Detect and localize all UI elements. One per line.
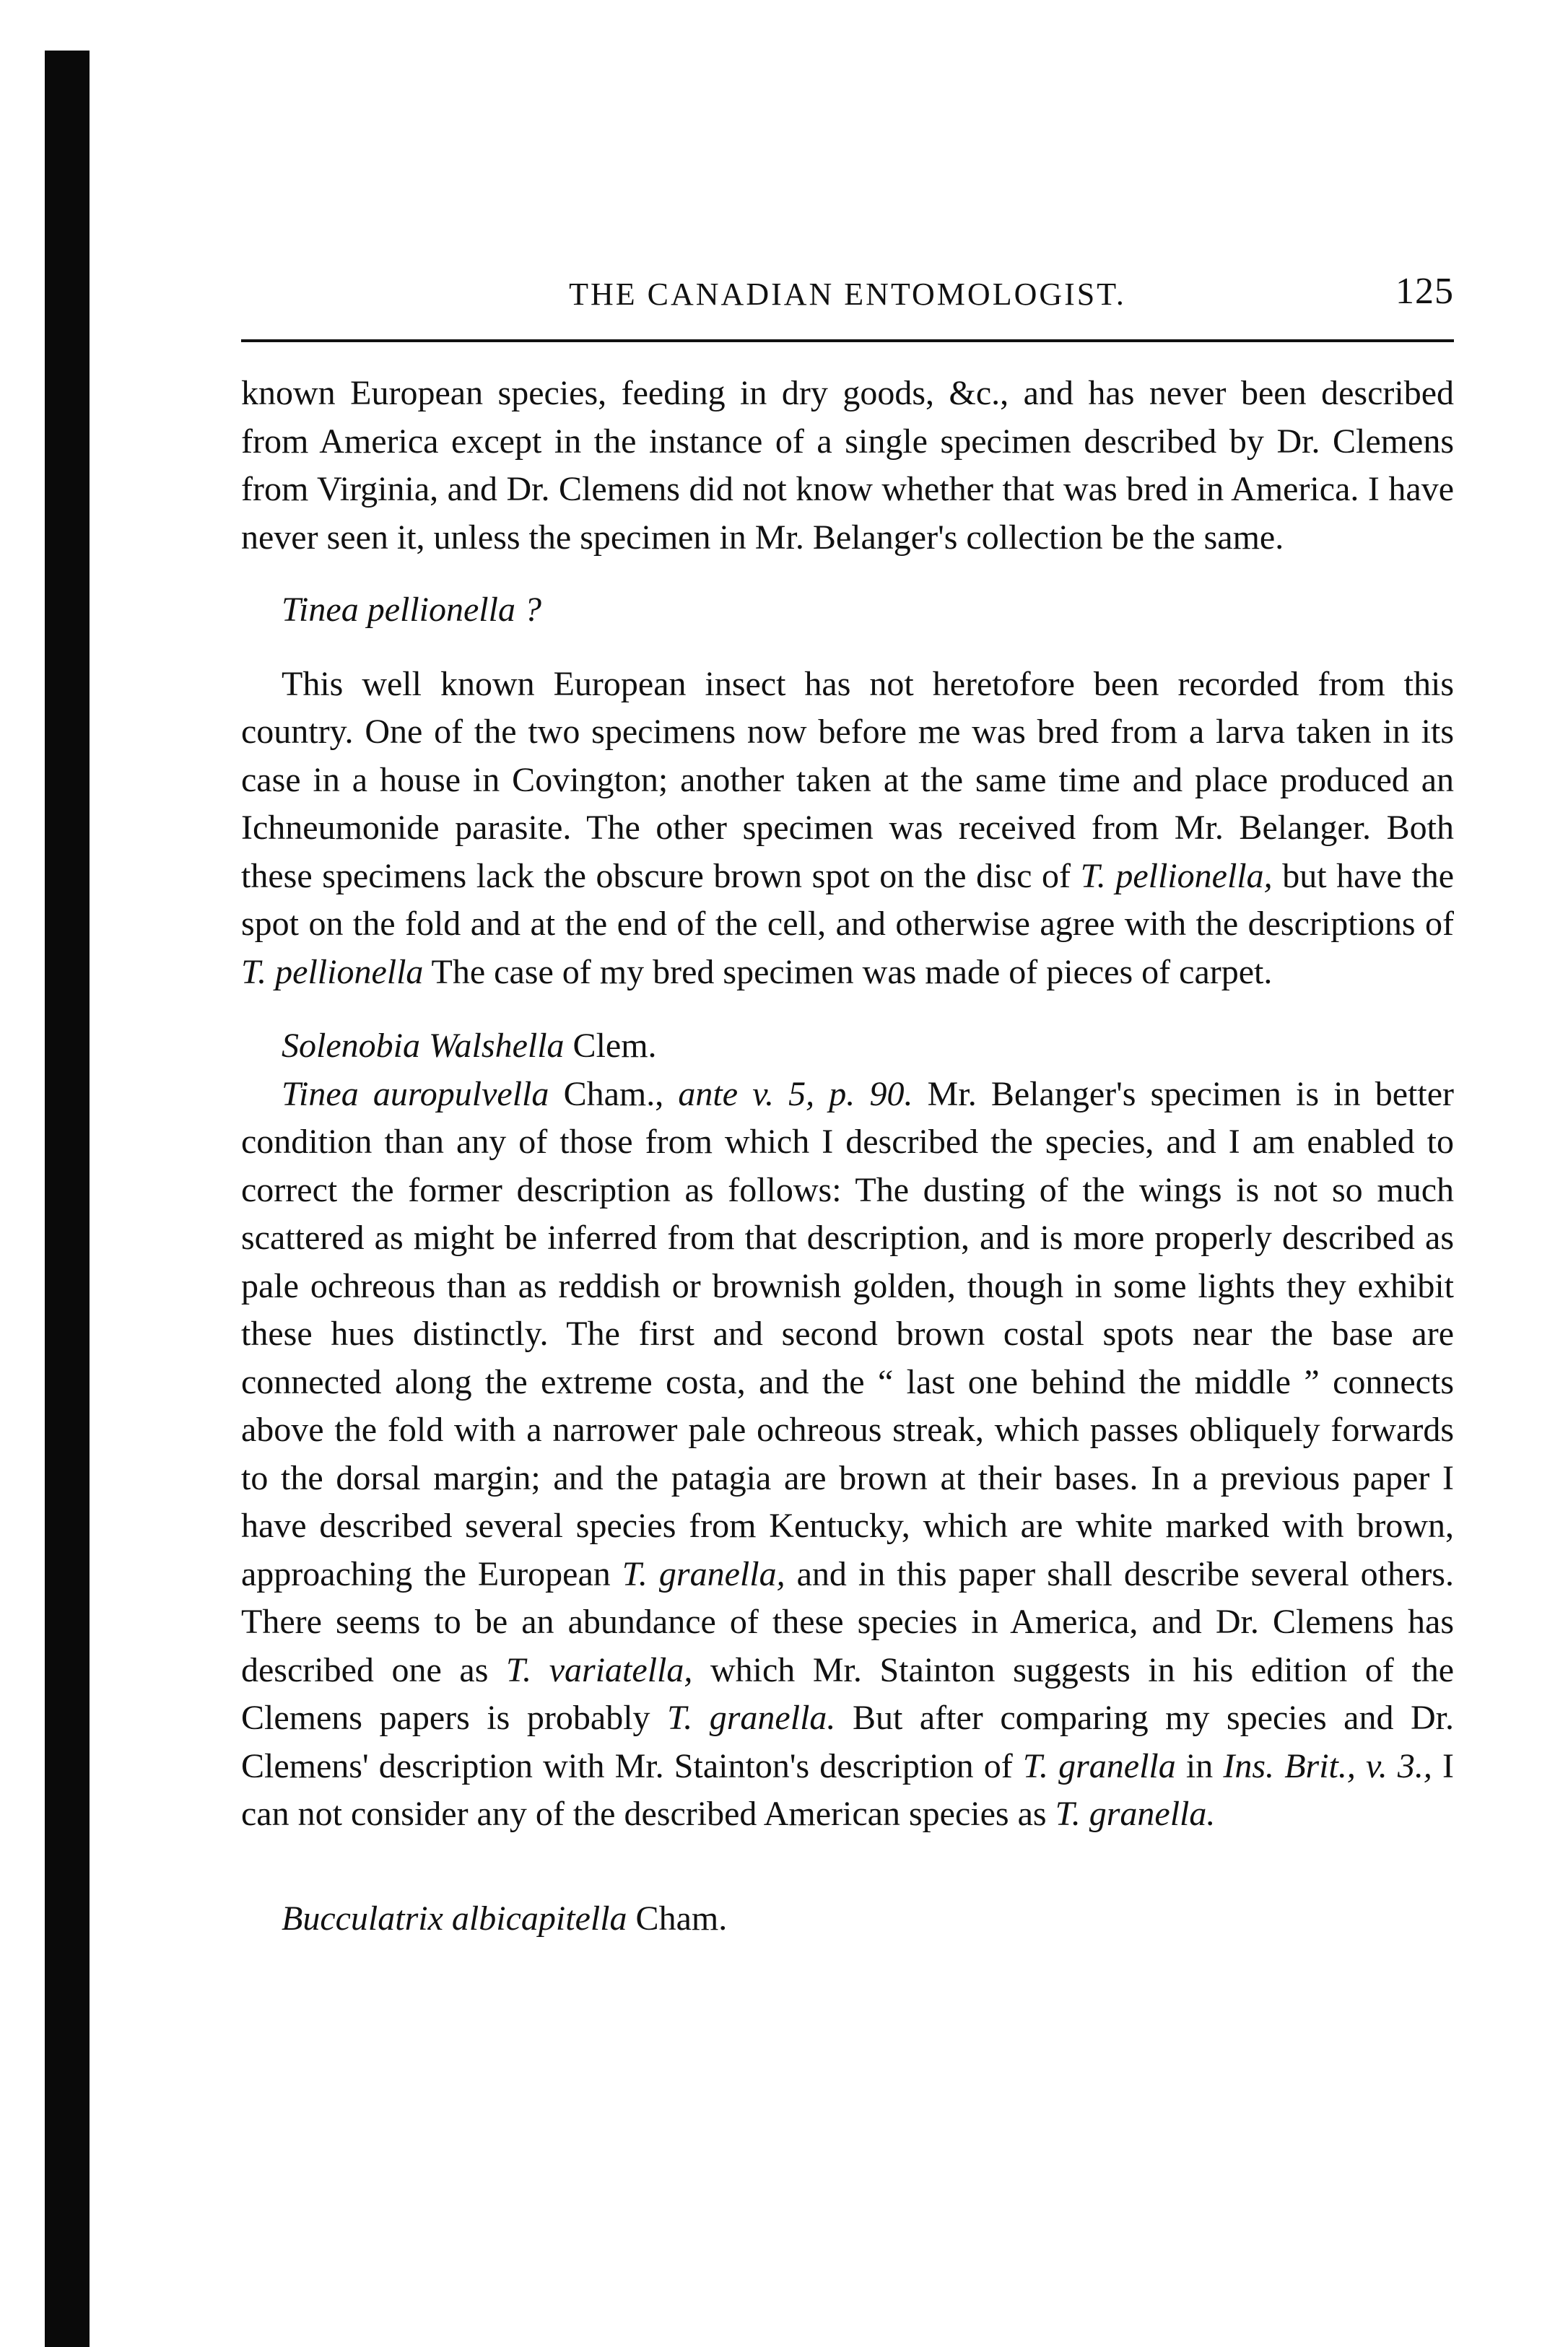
page-number: 125 [1395,271,1454,312]
citation: Ins. Brit., v. 3., [1223,1746,1432,1785]
taxon-name: T. granella, [622,1554,785,1593]
running-head [241,267,1454,325]
taxon-name: Tinea auropulvella [282,1074,549,1113]
paragraph-continued: known European species, feeding in dry goods, &c., and has never been described from America except in the instance of a single specimen described by Dr. Clemens from Virginia, and Dr. Clemens did not know whether that was bred in America. I have never seen it, unless the specimen in Mr. Belanger's collection be the same. [241,374,1454,557]
species-heading-tinea-pellionella: Tinea pellionella ? [282,591,541,629]
paragraph-tinea-auropulvella: Tinea auropulvella Cham., ante v. 5, p. 90. Mr. Belanger's specimen is in better condition than any of those from which I described the species, and I am enabled to correct the former description as follows: The dusting of the wings is not so much scattered as might be inferred from that description, and is more properly described as pale ochreous than as reddish or brownish golden, though in some lights they exhibit these hues distinctly. The first and second brown costal spots near the base are connected along the extreme costa, and the “ last one behind the middle ” connects above the fold with a narrower pale ochreous streak, which passes obliquely forwards to the dorsal margin; and the patagia are brown at their bases. In a previous paper I have described several species from Kentucky, which are white marked with brown, approaching the European T. granella, and in this paper shall describe several others. There seems to be an abundance of these species in America, and Dr. Clemens has described one as T. variatella, which Mr. Stainton suggests in his edition of the Clemens papers is probably T. granella. But after comparing my species and Dr. Clemens' description with Mr. Stainton's description of T. granella in Ins. Brit., v. 3., I can not consider any of the described American species as T. granella. [241,1074,1455,1833]
species-heading-solenobia-walshella: Solenobia Walshella Clem. [282,1027,657,1065]
taxon-name: T. granella. [667,1699,836,1737]
taxon-name: T. variatella, [506,1650,693,1689]
header-rule [241,339,1454,342]
taxon-name: T. pellionella [241,952,424,991]
running-title: THE CANADIAN ENTOMOLOGIST. [569,276,1126,312]
species-heading-bucculatrix-albicapitella: Bucculatrix albicapitella Cham. [282,1899,728,1938]
binding-edge [45,51,90,2347]
paragraph-tinea-pellionella: This well known European insect has not heretofore been recorded from this country. One of the two specimens now before me was bred from a larva taken in its case in a house in Covington; another taken at the same time and place produced an Ichneumonide parasite. The other specimen was received from Mr. Belanger. Both these specimens lack the obscure brown spot on the disc of T. pellionella, but have the spot on the fold and at the end of the cell, and otherwise agree with the descriptions of T. pellionella The case of my bred specimen was made of pieces of carpet. [241,664,1454,991]
citation: ante v. 5, p. 90. [678,1074,913,1113]
taxon-name: T. pellionella, [1080,856,1273,895]
taxon-name: T. granella [1022,1746,1176,1785]
taxon-name: T. granella. [1055,1795,1216,1833]
book-page [241,267,1454,1943]
